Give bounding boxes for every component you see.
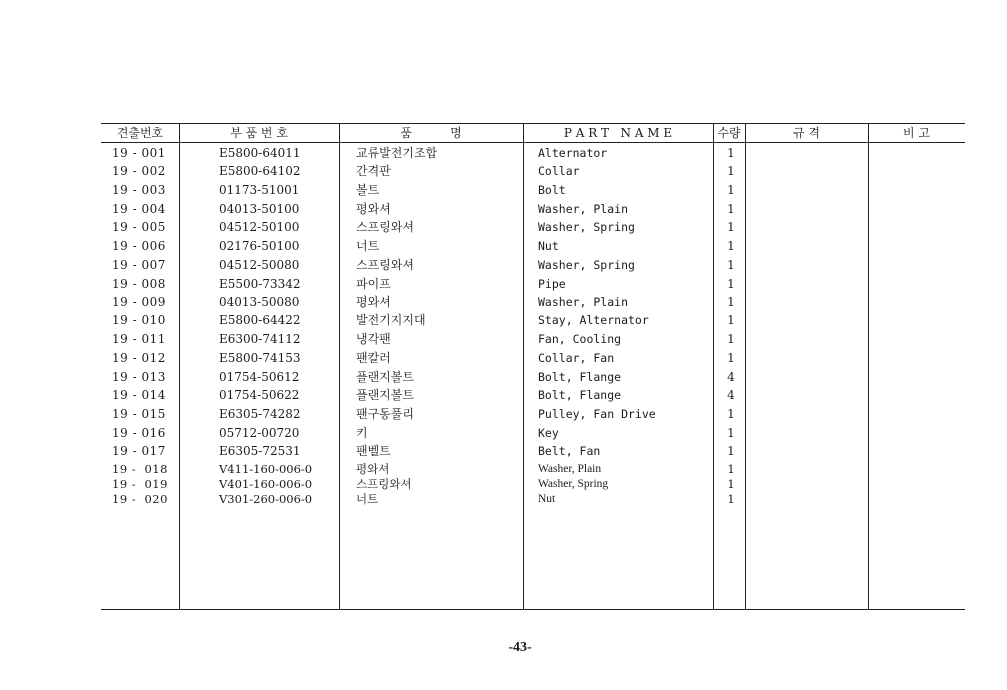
cell-qty: 1	[727, 258, 735, 272]
cell-no: 19 - 017	[112, 444, 166, 458]
table-row	[0, 293, 1007, 311]
header-qty: 수량	[717, 126, 741, 140]
cell-part-name: Pulley, Fan Drive	[538, 407, 656, 421]
header-part-name: P A R T N A M E	[563, 126, 673, 140]
table-row	[0, 424, 1007, 442]
page-number: -43-	[508, 640, 532, 655]
cell-part-no: E5800-64422	[219, 313, 301, 327]
cell-name-kr: 너트	[356, 492, 379, 506]
cell-name-kr: 팬칼러	[356, 351, 391, 365]
cell-name-kr: 플랜지볼트	[356, 370, 414, 384]
table-row	[0, 311, 1007, 329]
cell-no: 19 - 005	[112, 220, 166, 234]
table-row	[0, 237, 1007, 255]
cell-qty: 1	[727, 426, 735, 440]
cell-qty: 1	[727, 239, 735, 253]
cell-qty: 1	[727, 492, 735, 506]
cell-no: 19 - 010	[112, 313, 166, 327]
cell-name-kr: 스프링와셔	[356, 220, 414, 234]
cell-qty: 1	[727, 220, 735, 234]
table-row	[0, 477, 1007, 492]
table-row	[0, 442, 1007, 460]
cell-no: 19 - 015	[112, 407, 166, 421]
cell-name-kr: 평와셔	[356, 295, 391, 309]
cell-qty: 1	[727, 407, 735, 421]
table-row	[0, 200, 1007, 218]
cell-part-no: 04512-50080	[219, 258, 300, 272]
cell-part-name: Washer, Plain	[538, 295, 629, 309]
cell-part-name: Nut	[538, 239, 559, 253]
table-row	[0, 144, 1007, 162]
table-row	[0, 162, 1007, 180]
cell-part-name: Belt, Fan	[538, 444, 601, 458]
cell-part-name: Washer, Spring	[538, 258, 635, 272]
cell-no: 19 - 020	[112, 492, 168, 506]
header-spec: 규 격	[793, 126, 820, 140]
cell-part-name: Bolt, Flange	[538, 388, 622, 402]
cell-no: 19 - 013	[112, 370, 166, 384]
table-row	[0, 275, 1007, 293]
cell-part-name: Fan, Cooling	[538, 332, 622, 346]
cell-part-name: Washer, Plain	[538, 202, 629, 216]
table-row	[0, 405, 1007, 423]
cell-part-no: 01754-50612	[219, 370, 300, 384]
cell-qty: 1	[727, 295, 735, 309]
cell-name-kr: 평와셔	[356, 202, 391, 216]
cell-part-name: Stay, Alternator	[538, 313, 649, 327]
cell-part-no: E5500-73342	[219, 277, 301, 291]
table-row	[0, 330, 1007, 348]
cell-part-no: 04013-50080	[219, 295, 300, 309]
cell-no: 19 - 016	[112, 426, 166, 440]
cell-name-kr: 볼트	[356, 183, 380, 197]
cell-qty: 1	[727, 277, 735, 291]
cell-part-no: 04013-50100	[219, 202, 300, 216]
table-row	[0, 386, 1007, 404]
cell-part-no: 02176-50100	[219, 239, 300, 253]
cell-part-name: Collar, Fan	[538, 351, 615, 365]
cell-part-no: 04512-50100	[219, 220, 300, 234]
cell-qty: 1	[727, 462, 735, 476]
cell-no: 19 - 007	[112, 258, 166, 272]
table-row	[0, 492, 1007, 507]
cell-part-name: Alternator	[538, 146, 608, 160]
cell-part-name: Bolt, Flange	[538, 370, 622, 384]
cell-qty: 1	[727, 183, 735, 197]
cell-name-kr: 교류발전기조합	[356, 146, 438, 160]
cell-qty: 1	[727, 202, 735, 216]
cell-part-name: Nut	[538, 493, 556, 505]
cell-qty: 1	[727, 313, 735, 327]
cell-name-kr: 평와셔	[356, 462, 390, 476]
cell-name-kr: 플랜지볼트	[356, 388, 414, 402]
table-row	[0, 181, 1007, 199]
cell-part-name: Washer, Spring	[538, 220, 635, 234]
cell-qty: 1	[727, 351, 735, 365]
table-row	[0, 256, 1007, 274]
table-row	[0, 462, 1007, 477]
cell-no: 19 - 014	[112, 388, 166, 402]
cell-name-kr: 파이프	[356, 277, 391, 291]
cell-part-no: 05712-00720	[219, 426, 300, 440]
cell-qty: 1	[727, 444, 735, 458]
cell-no: 19 - 004	[112, 202, 166, 216]
cell-part-name: Washer, Plain	[538, 463, 602, 475]
header-remarks: 비 고	[903, 126, 930, 140]
cell-no: 19 - 011	[112, 332, 166, 346]
cell-no: 19 - 008	[112, 277, 166, 291]
cell-part-no: 01173-51001	[219, 183, 300, 197]
cell-no: 19 - 001	[112, 146, 166, 160]
cell-part-name: Pipe	[538, 277, 566, 291]
cell-qty: 4	[727, 388, 735, 402]
cell-part-name: Collar	[538, 164, 580, 178]
cell-name-kr: 스프링와셔	[356, 258, 414, 272]
cell-part-no: V401-160-006-0	[219, 477, 313, 491]
cell-name-kr: 간격판	[356, 164, 391, 178]
cell-part-no: E6300-74112	[219, 332, 301, 346]
cell-part-no: E6305-72531	[219, 444, 301, 458]
cell-no: 19 - 019	[112, 477, 168, 491]
table-row	[0, 368, 1007, 386]
cell-part-name: Bolt	[538, 183, 566, 197]
cell-no: 19 - 018	[112, 462, 168, 476]
cell-qty: 1	[727, 332, 735, 346]
cell-name-kr: 팬벨트	[356, 444, 391, 458]
cell-part-no: 01754-50622	[219, 388, 300, 402]
cell-no: 19 - 006	[112, 239, 166, 253]
header-part-no: 부 품 번 호	[230, 126, 288, 140]
cell-part-name: Washer, Spring	[538, 478, 609, 490]
table-row	[0, 218, 1007, 236]
cell-part-name: Key	[538, 426, 559, 440]
cell-no: 19 - 003	[112, 183, 166, 197]
cell-name-kr: 발전기지지대	[356, 313, 426, 327]
cell-qty: 4	[727, 370, 735, 384]
header-no: 견출번호	[116, 126, 164, 140]
cell-part-no: E5800-74153	[219, 351, 301, 365]
cell-qty: 1	[727, 164, 735, 178]
cell-qty: 1	[727, 477, 735, 491]
cell-no: 19 - 009	[112, 295, 166, 309]
cell-part-no: E6305-74282	[219, 407, 301, 421]
table-bottom-border	[101, 609, 965, 610]
cell-part-no: E5800-64102	[219, 164, 301, 178]
cell-name-kr: 키	[356, 426, 368, 440]
cell-qty: 1	[727, 146, 735, 160]
cell-name-kr: 너트	[356, 239, 380, 253]
cell-no: 19 - 012	[112, 351, 166, 365]
header-name-kr: 품 명	[400, 126, 462, 140]
cell-part-no: V411-160-006-0	[219, 462, 313, 476]
cell-no: 19 - 002	[112, 164, 166, 178]
table-row	[0, 349, 1007, 367]
cell-name-kr: 냉각팬	[356, 332, 391, 346]
cell-name-kr: 스프링와셔	[356, 477, 412, 491]
cell-part-no: V301-260-006-0	[219, 492, 313, 506]
cell-part-no: E5800-64011	[219, 146, 301, 160]
header-bottom-border	[101, 142, 965, 143]
cell-name-kr: 팬구동풀리	[356, 407, 414, 421]
